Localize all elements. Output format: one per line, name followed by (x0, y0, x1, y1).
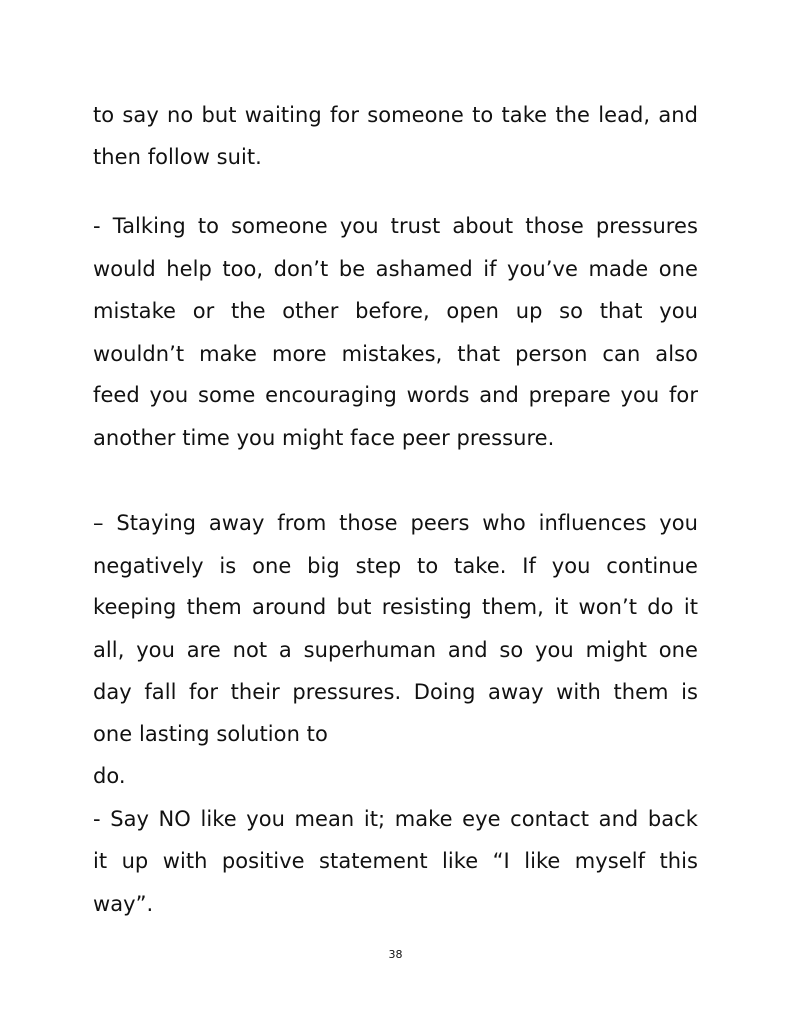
paragraph-4-line-1: - Say NO like you mean it; make eye contact and back (93, 807, 698, 831)
paragraph-2-line-1: - Talking to someone you trust about those pressures (93, 214, 698, 238)
paragraph-3-line-1: – Staying away from those peers who influences you (93, 511, 698, 535)
paragraph-2-line-2: would help too, don’t be ashamed if you’ve made one (93, 257, 698, 281)
paragraph-2-line-6: another time you might face peer pressure. (93, 426, 555, 450)
paragraph-3-line-3: keeping them around but resisting them, it won’t do it (93, 595, 698, 619)
paragraph-1-line-1: to say no but waiting for someone to take the lead, and (93, 103, 698, 127)
paragraph-1-line-2: then follow suit. (93, 145, 262, 169)
paragraph-3-line-7: do. (93, 764, 126, 788)
paragraph-3-line-4: all, you are not a superhuman and so you might one (93, 638, 698, 662)
paragraph-3-line-6: one lasting solution to (93, 722, 328, 746)
paragraph-3-line-5: day fall for their pressures. Doing away with them is (93, 680, 698, 704)
paragraph-2-line-5: feed you some encouraging words and prepare you for (93, 383, 698, 407)
paragraph-3-line-2: negatively is one big step to take. If you continue (93, 554, 698, 578)
page-number: 38 (388, 948, 403, 961)
paragraph-2-line-3: mistake or the other before, open up so that you (93, 299, 698, 323)
paragraph-2-line-4: wouldn’t make more mistakes, that person can also (93, 342, 698, 366)
paragraph-4-line-3: way”. (93, 892, 154, 916)
paragraph-4-line-2: it up with positive statement like “I like myself this (93, 849, 698, 873)
